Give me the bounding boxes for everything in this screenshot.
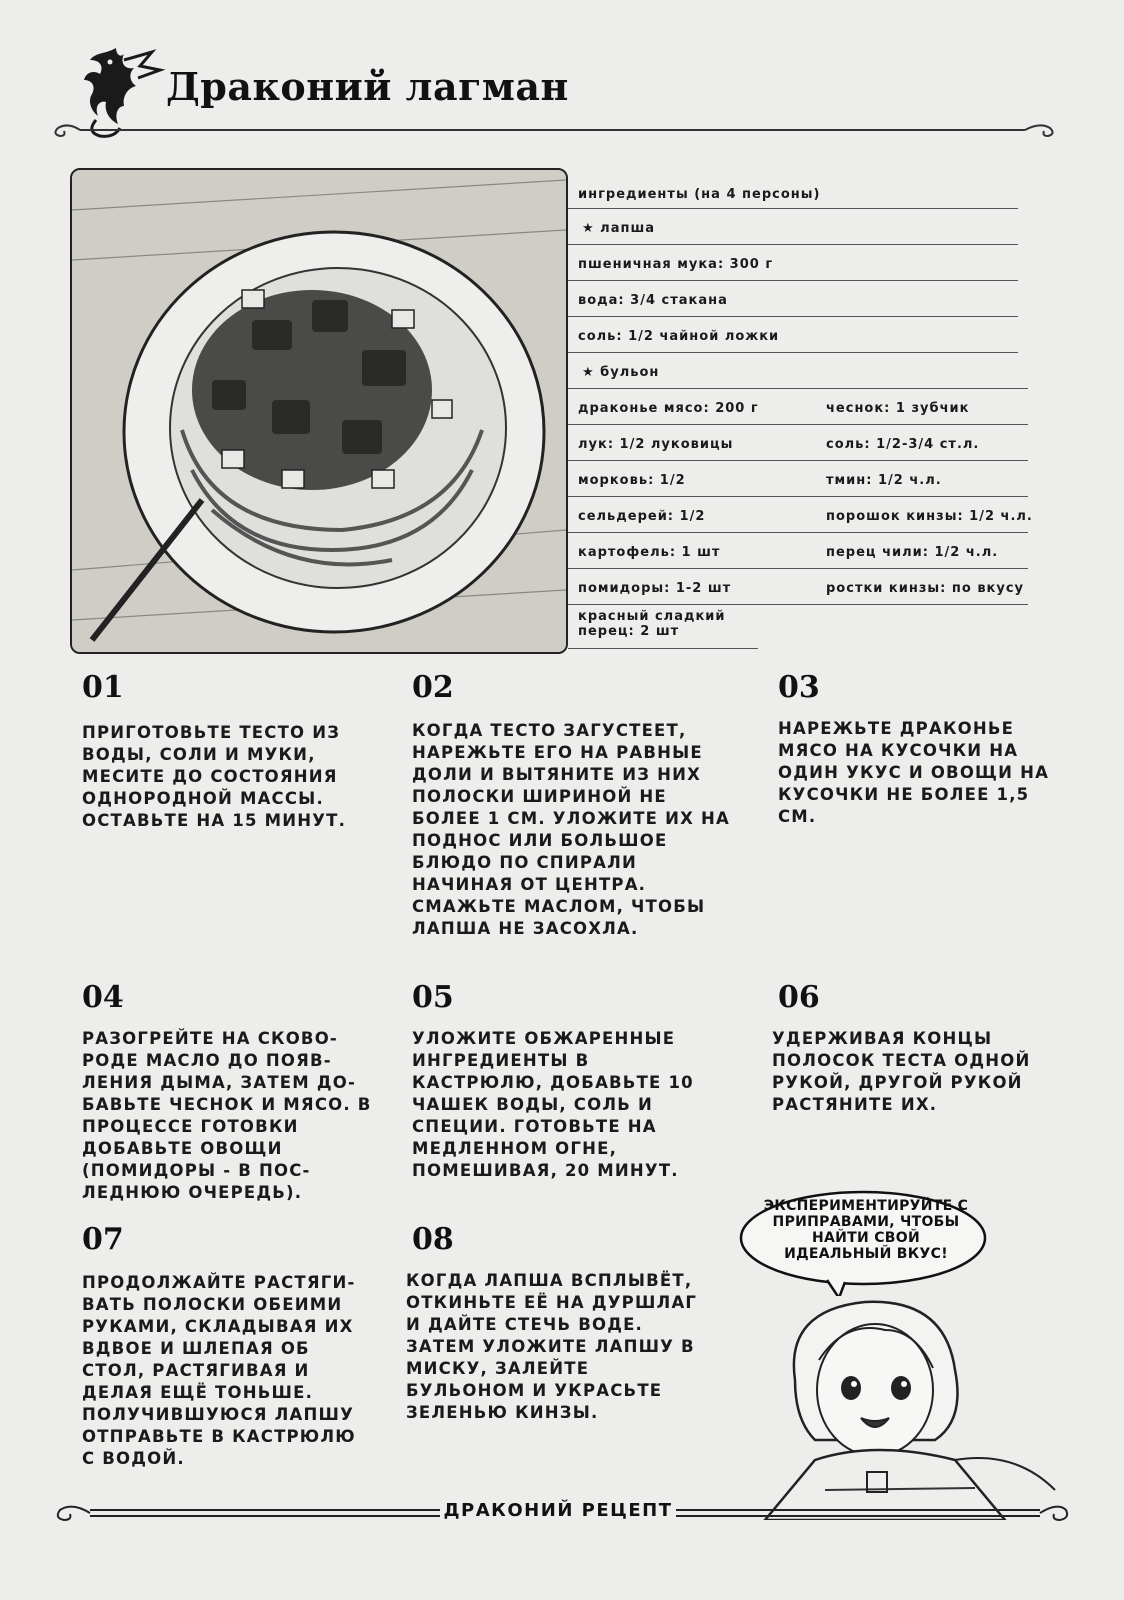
ingredient-item: помидоры: 1-2 шт	[578, 580, 732, 596]
step-number: 06	[778, 980, 820, 1015]
divider	[568, 244, 1018, 245]
ingredient-item: драконье мясо: 200 г	[578, 400, 759, 416]
step-number: 08	[412, 1222, 454, 1257]
broth-heading: ★ бульон	[582, 364, 660, 380]
step-text: КОГДА ТЕСТО ЗАГУСТЕЕТ, НАРЕЖЬТЕ ЕГО НА РАВНЫЕ ДОЛИ И ВЫТЯНИТЕ ИЗ НИХ ПОЛОСКИ ШИРИНОЙ НЕ БОЛЕЕ 1 СМ. УЛОЖИТЕ ИХ НА ПОДНОС ИЛИ БОЛЬШОЕ БЛЮДО ПО СПИРАЛИ НАЧИНАЯ ОТ ЦЕНТРА. СМАЖЬТЕ МАСЛОМ, ЧТОБЫ ЛАПША НЕ ЗАСОХЛА.	[412, 721, 730, 938]
step-number: 03	[778, 670, 820, 705]
divider	[568, 352, 1018, 353]
step-text: УЛОЖИТЕ ОБЖАРЕННЫЕ ИНГРЕДИЕНТЫ В КАСТРЮЛЮ, ДОБАВЬТЕ 10 ЧАШЕК ВОДЫ, СОЛЬ И СПЕЦИИ. ГОТОВЬТЕ НА МЕДЛЕННОМ ОГНЕ, ПОМЕШИВАЯ, 20 МИНУТ.	[412, 1029, 694, 1180]
divider	[568, 388, 1028, 389]
ingredient-item: ростки кинзы: по вкусу	[826, 580, 1025, 596]
divider	[568, 496, 1028, 497]
divider	[568, 648, 758, 649]
footer-label: ДРАКОНИЙ РЕЦЕПТ	[440, 1500, 676, 1521]
divider	[568, 532, 1028, 533]
divider	[568, 316, 1018, 317]
ingredient-item: вода: 3/4 стакана	[578, 292, 728, 308]
ingredient-item: пшеничная мука: 300 г	[578, 256, 774, 272]
divider	[568, 604, 1028, 605]
step-text: КОГДА ЛАПША ВСПЛЫВЁТ, ОТКИНЬТЕ ЕЁ НА ДУРШЛАГ И ДАЙТЕ СТЕЧЬ ВОДЕ. ЗАТЕМ УЛОЖИТЕ ЛАПШУ В МИСКУ, ЗАЛЕЙТЕ БУЛЬОНОМ И УКРАСЬТЕ ЗЕЛЕНЬЮ КИНЗЫ.	[406, 1271, 698, 1422]
step-text: УДЕРЖИВАЯ КОНЦЫ ПОЛОСОК ТЕСТА ОДНОЙ РУКОЙ, ДРУГОЙ РУКОЙ РАСТЯНИТЕ ИХ.	[772, 1029, 1031, 1114]
step-text: РАЗОГРЕЙТЕ НА СКОВО-РОДЕ МАСЛО ДО ПОЯВ-ЛЕНИЯ ДЫМА, ЗАТЕМ ДО-БАВЬТЕ ЧЕСНОК И МЯСО. В ПРОЦЕССЕ ГОТОВКИ ДОБАВЬТЕ ОВОЩИ (ПОМИДОРЫ - В ПОС-ЛЕДНЮЮ ОЧЕРЕДЬ).	[82, 1029, 372, 1202]
step-number: 01	[82, 670, 124, 705]
noodles-heading: ★ лапша	[582, 220, 656, 236]
step-text: ПРИГОТОВЬТЕ ТЕСТО ИЗ ВОДЫ, СОЛИ И МУКИ, МЕСИТЕ ДО СОСТОЯНИЯ ОДНОРОДНОЙ МАССЫ. ОСТАВЬТЕ НА 15 МИНУТ.	[82, 723, 347, 830]
step-text: НАРЕЖЬТЕ ДРАКОНЬЕ МЯСО НА КУСОЧКИ НА ОДИН УКУС И ОВОЩИ НА КУСОЧКИ НЕ БОЛЕЕ 1,5 СМ.	[778, 719, 1050, 826]
divider	[568, 424, 1028, 425]
ingredient-item: картофель: 1 шт	[578, 544, 721, 560]
divider	[568, 208, 1018, 209]
divider	[568, 280, 1018, 281]
speech-bubble-text: ЭКСПЕРИМЕНТИРУЙТЕ С ПРИПРАВАМИ, ЧТОБЫ НАЙТИ СВОЙ ИДЕАЛЬНЫЙ ВКУС!	[763, 1198, 969, 1262]
ingredient-item: чеснок: 1 зубчик	[826, 400, 970, 416]
divider	[568, 460, 1028, 461]
chef-girl-illustration	[755, 1290, 1075, 1520]
dish-illustration	[70, 168, 568, 654]
ingredient-item: сельдерей: 1/2	[578, 508, 706, 524]
step-number: 04	[82, 980, 124, 1015]
step-number: 05	[412, 980, 454, 1015]
divider	[568, 568, 1028, 569]
ingredient-item: порошок кинзы: 1/2 ч.л.	[826, 508, 1033, 524]
header-divider	[50, 120, 1060, 140]
ingredient-item: красный сладкий перец: 2 шт	[578, 609, 726, 639]
recipe-title: Драконий лагман	[166, 64, 569, 109]
step-number: 02	[412, 670, 454, 705]
ingredient-item: перец чили: 1/2 ч.л.	[826, 544, 999, 560]
ingredient-item: соль: 1/2 чайной ложки	[578, 328, 780, 344]
step-number: 07	[82, 1222, 124, 1257]
ingredient-item: лук: 1/2 луковицы	[578, 436, 734, 452]
ingredient-item: тмин: 1/2 ч.л.	[826, 472, 942, 488]
step-text: ПРОДОЛЖАЙТЕ РАСТЯГИ-ВАТЬ ПОЛОСКИ ОБЕИМИ РУКАМИ, СКЛАДЫВАЯ ИХ ВДВОЕ И ШЛЕПАЯ ОБ СТОЛ, РАСТЯГИВАЯ И ДЕЛАЯ ЕЩЁ ТОНЬШЕ. ПОЛУЧИВШУЮСЯ ЛАПШУ ОТПРАВЬТЕ В КАСТРЮЛЮ С ВОДОЙ.	[82, 1273, 356, 1468]
ingredients-heading: ингредиенты (на 4 персоны)	[578, 186, 821, 202]
ingredient-item: морковь: 1/2	[578, 472, 686, 488]
ingredient-item: соль: 1/2-3/4 ст.л.	[826, 436, 980, 452]
